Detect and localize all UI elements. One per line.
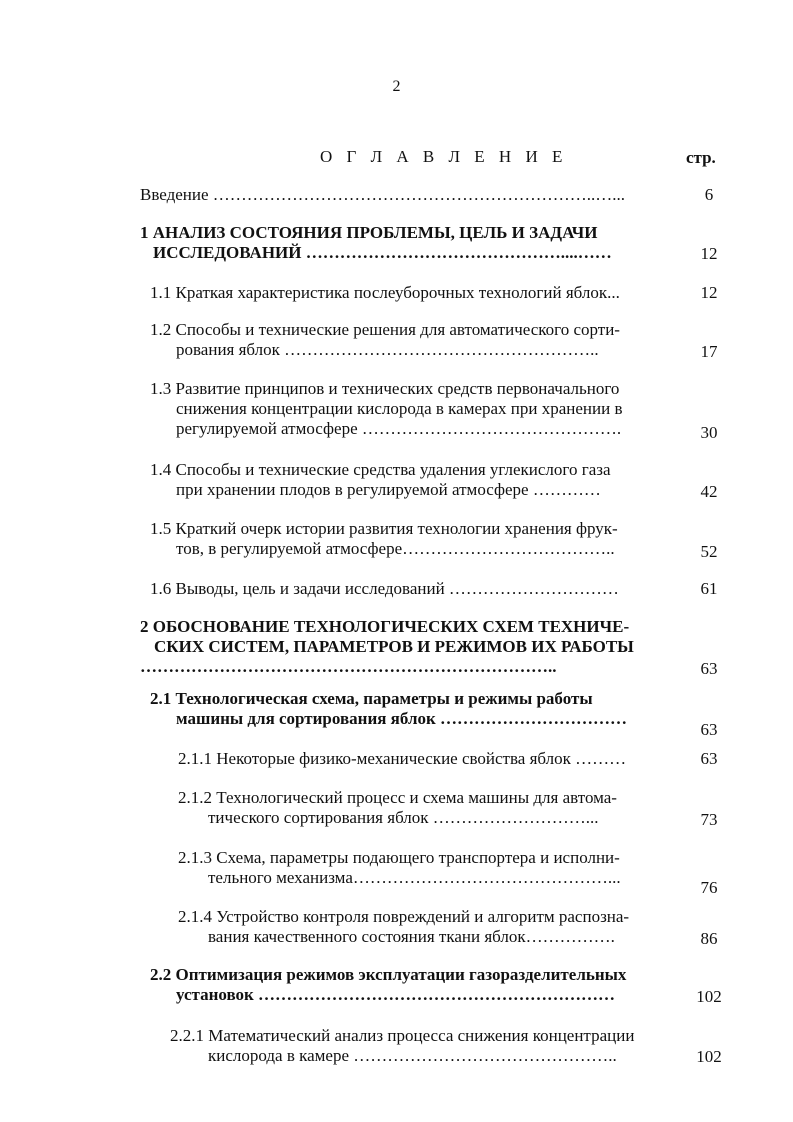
- entry-line: 2.1 Технологическая схема, параметры и режимы работы: [150, 689, 593, 708]
- entry-line: снижения концентрации кислорода в камерах при хранении в: [176, 399, 623, 418]
- entry-line: тического сортирования яблок ………………………...: [208, 808, 599, 827]
- entry-line: 2.1.1 Некоторые физико-механические свойства яблок ………: [178, 749, 627, 768]
- entry-page-number: 73: [700, 810, 718, 829]
- entry-line: 1.3 Развитие принципов и технических средств первоначального: [150, 379, 620, 398]
- toc-entry-2-1-3: [178, 848, 621, 888]
- entry-page-number: 86: [700, 929, 718, 948]
- entry-line: ИССЛЕДОВАНИЙ ………………………………………....……: [153, 243, 612, 262]
- toc-entry-chapter-2: [140, 617, 634, 677]
- entry-line: вания качественного состояния ткани яблок…………….: [208, 927, 615, 946]
- page-column-header: стр.: [686, 148, 716, 167]
- entry-line: 2.2.1 Математический анализ процесса снижения концентрации: [170, 1026, 635, 1045]
- entry-line: ………………………………………………………………..: [140, 657, 557, 676]
- entry-line: рования яблок ………………………………………………..: [176, 340, 599, 359]
- toc-entry-chapter-1: [140, 223, 612, 263]
- entry-line: тельного механизма………………………………………...: [208, 868, 621, 887]
- page-number: 2: [392, 78, 401, 95]
- entry-line: машины для сортирования яблок ……………………………: [176, 709, 628, 728]
- entry-line: 1.1 Краткая характеристика послеуборочных технологий яблок...: [150, 283, 620, 302]
- toc-title: О Г Л А В Л Е Н И Е: [320, 147, 568, 166]
- entry-page-number: 63: [700, 749, 718, 768]
- entry-line: 1.6 Выводы, цель и задачи исследований …………………………: [150, 579, 619, 598]
- entry-page-number: 6: [704, 185, 714, 204]
- entry-line: СКИХ СИСТЕМ, ПАРАМЕТРОВ И РЕЖИМОВ ИХ РАБОТЫ: [154, 637, 634, 656]
- entry-line: тов, в регулируемой атмосфере………………………………..: [176, 539, 615, 558]
- entry-page-number: 63: [700, 659, 718, 678]
- toc-entry-1-4: [150, 460, 611, 500]
- entry-line: 1 АНАЛИЗ СОСТОЯНИЯ ПРОБЛЕМЫ, ЦЕЛЬ И ЗАДАЧИ: [140, 223, 598, 242]
- entry-line: Введение …………………………………………………………..…...: [140, 185, 626, 204]
- toc-entry-1-6: [150, 579, 619, 599]
- entry-line: 1.4 Способы и технические средства удаления углекислого газа: [150, 460, 611, 479]
- toc-entry-2-1-1: [178, 749, 626, 769]
- toc-entry-2-2: [150, 965, 626, 1005]
- entry-page-number: 76: [700, 878, 718, 897]
- entry-line: кислорода в камере ………………………………………..: [208, 1046, 617, 1065]
- entry-line: регулируемой атмосфере ……………………………………….: [176, 419, 622, 438]
- toc-entry-2-1-2: [178, 788, 617, 828]
- toc-entry-introduction: [140, 185, 625, 205]
- entry-line: 1.5 Краткий очерк истории развития технологии хранения фрук-: [150, 519, 618, 538]
- entry-page-number: 42: [700, 482, 718, 501]
- entry-line: 2 ОБОСНОВАНИЕ ТЕХНОЛОГИЧЕСКИХ СХЕМ ТЕХНИЧЕ-: [140, 617, 630, 636]
- toc-entry-1-3: [150, 379, 623, 439]
- toc-entry-1-5: [150, 519, 618, 559]
- toc-entry-2-1-4: [178, 907, 629, 947]
- toc-entry-1-2: [150, 320, 620, 360]
- entry-page-number: 61: [700, 579, 718, 598]
- toc-entry-2-2-1: [170, 1026, 634, 1066]
- entry-page-number: 52: [700, 542, 718, 561]
- entry-page-number: 12: [700, 244, 718, 263]
- entry-page-number: 102: [696, 1047, 722, 1066]
- entry-page-number: 30: [700, 423, 718, 442]
- entry-page-number: 102: [696, 987, 722, 1006]
- entry-line: 1.2 Способы и технические решения для автоматического сорти-: [150, 320, 620, 339]
- toc-entry-2-1: [150, 689, 627, 729]
- toc-entry-1-1: [150, 283, 620, 303]
- entry-line: 2.2 Оптимизация режимов эксплуатации газоразделительных: [150, 965, 627, 984]
- entry-line: при хранении плодов в регулируемой атмосфере …………: [176, 480, 601, 499]
- entry-line: 2.1.2 Технологический процесс и схема машины для автома-: [178, 788, 617, 807]
- entry-page-number: 12: [700, 283, 718, 302]
- entry-line: 2.1.4 Устройство контроля повреждений и алгоритм распозна-: [178, 907, 630, 926]
- entry-page-number: 17: [700, 342, 718, 361]
- entry-page-number: 63: [700, 720, 718, 739]
- entry-line: установок ………………………………………………………: [176, 985, 616, 1004]
- entry-line: 2.1.3 Схема, параметры подающего транспортера и исполни-: [178, 848, 620, 867]
